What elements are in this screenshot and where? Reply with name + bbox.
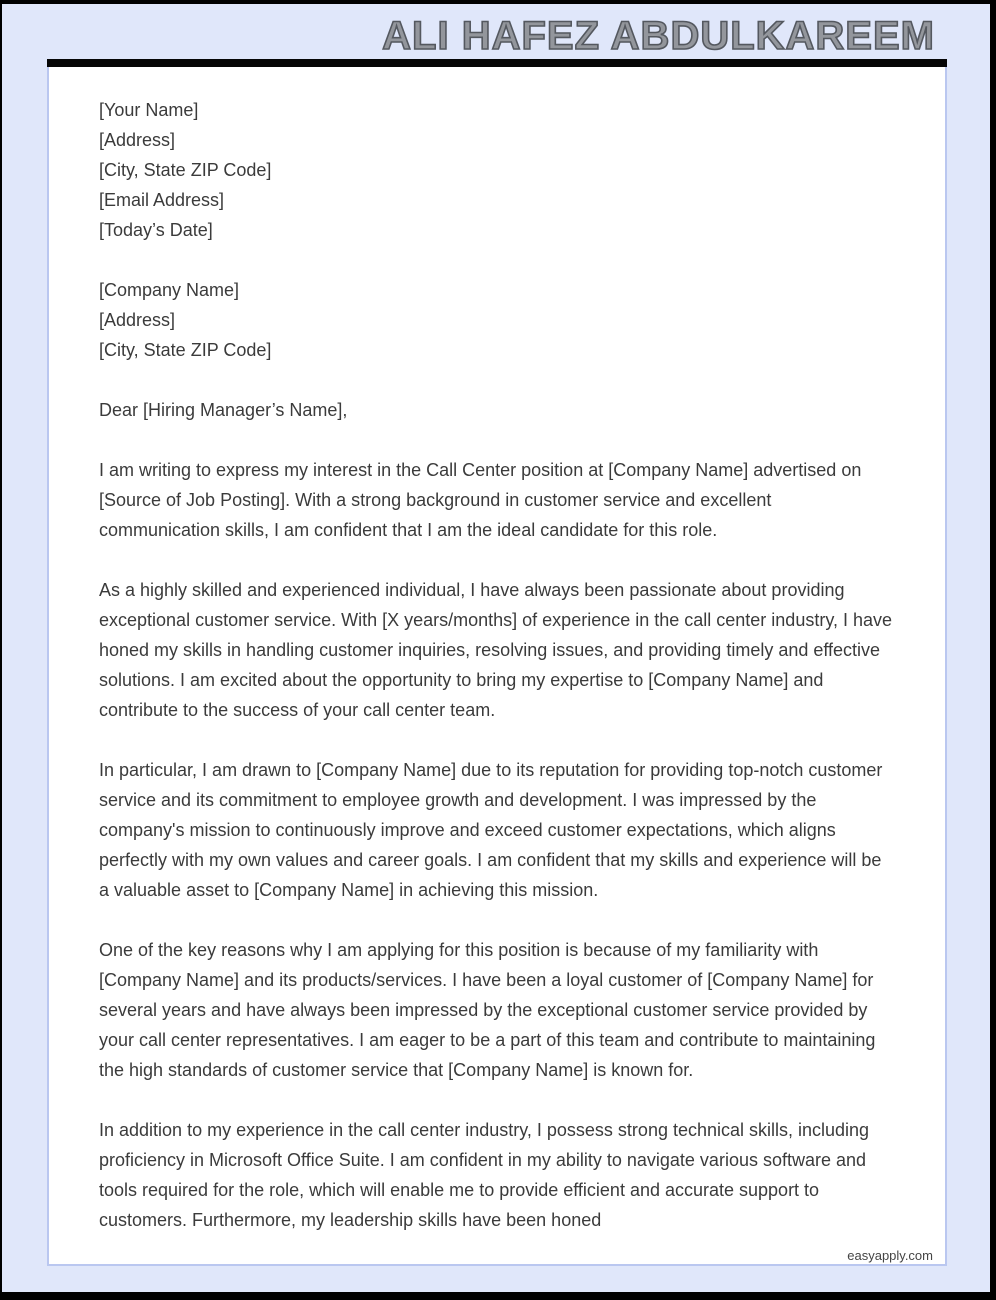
letter-paragraph-2: As a highly skilled and experienced individual, I have always been passionate about providing exceptional customer service. With [X years/months] of experience in the call center industry, I have honed my skills in handling customer inquiries, resolving issues, and providing timely and effective solutions. I am excited about the opportunity to bring my expertise to [Company Name] and contribute to the success of your call center team.: [99, 580, 893, 720]
recipient-line: [Address]: [99, 310, 176, 330]
cover-letter-document: [47, 67, 947, 1266]
header-name-title: ALI HAFEZ ABDULKAREEM: [382, 14, 935, 58]
sender-line: [Today’s Date]: [99, 220, 213, 240]
header-accent-bar: [47, 59, 947, 67]
letter-paragraph-1: I am writing to express my interest in the Call Center position at [Company Name] advertised on [Source of Job Posting]. With a strong background in customer service and excellent communication skills, I am confident that I am the ideal candidate for this role.: [99, 460, 862, 540]
letter-body: [49, 67, 945, 1235]
recipient-line: [City, State ZIP Code]: [99, 340, 272, 360]
sender-line: [City, State ZIP Code]: [99, 160, 272, 180]
recipient-address-block: [99, 275, 895, 365]
letter-paragraph-3: In particular, I am drawn to [Company Name] due to its reputation for providing top-notch customer service and its commitment to employee growth and development. I was impressed by the company's mission to continuously improve and exceed customer expectations, which aligns perfectly with my own values and career goals. I am confident that my skills and experience will be a valuable asset to [Company Name] in achieving this mission.: [99, 760, 883, 900]
sender-line: [Address]: [99, 130, 176, 150]
watermark-link[interactable]: easyapply.com: [847, 1248, 933, 1263]
letter-paragraph-5: In addition to my experience in the call center industry, I possess strong technical skills, including proficiency in Microsoft Office Suite. I am confident in my ability to navigate various software and tools required for the role, which will enable me to provide efficient and accurate support to customers. Furthermore, my leadership skills have been honed: [99, 1120, 870, 1230]
letter-paragraph-4: One of the key reasons why I am applying for this position is because of my familiarity with [Company Name] and its products/services. I have been a loyal customer of [Company Name] for several years and have always been impressed by the exceptional customer service provided by your call center representatives. I am eager to be a part of this team and contribute to maintaining the high standards of customer service that [Company Name] is known for.: [99, 940, 876, 1080]
sender-line: [Your Name]: [99, 100, 199, 120]
recipient-line: [Company Name]: [99, 280, 240, 300]
salutation: Dear [Hiring Manager’s Name],: [99, 400, 348, 420]
sender-address-block: [99, 95, 895, 245]
sender-line: [Email Address]: [99, 190, 225, 210]
